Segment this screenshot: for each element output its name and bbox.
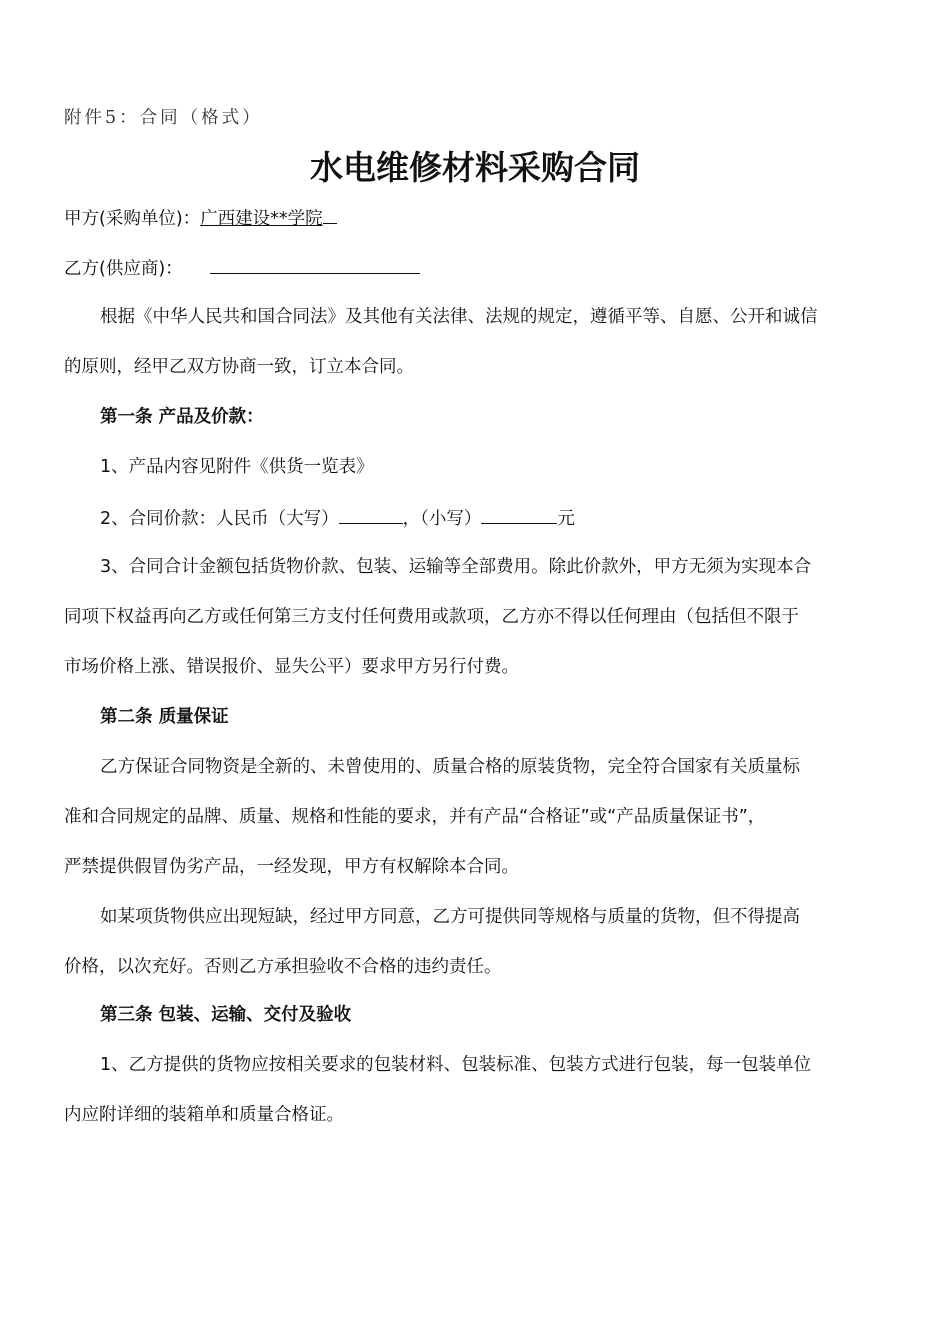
article1-heading: 第一条 产品及价款： — [100, 407, 264, 427]
article1-item3-line-1: 3、合同合计金额包括货物价款、包装、运输等全部费用。除此价款外，甲方无须为实现本合 — [100, 557, 812, 577]
party-a-underline — [323, 205, 337, 224]
party-b-blank — [210, 255, 420, 274]
contract-title: 水电维修材料采购合同 — [310, 148, 640, 187]
article3-heading: 第三条 包装、运输、交付及验收 — [100, 1005, 352, 1025]
article3-item1-line-1: 1、乙方提供的货物应按相关要求的包装材料、包装标准、包装方式进行包装，每一包装单位 — [100, 1055, 812, 1075]
article2-para2-line-2: 价格，以次充好。否则乙方承担验收不合格的违约责任。 — [64, 957, 502, 977]
annex-label: 附件5：合同（格式） — [64, 108, 263, 128]
item2-suffix: 元 — [557, 509, 575, 529]
party-b-label: 乙方(供应商)： — [64, 259, 183, 279]
preamble-line-1: 根据《中华人民共和国合同法》及其他有关法律、法规的规定，遵循平等、自愿、公开和诚信 — [100, 307, 818, 327]
article1-item2 — [100, 505, 575, 531]
article1-item3-line-3: 市场价格上涨、错误报价、显失公平）要求甲方另行付费。 — [64, 657, 519, 677]
party-b-line — [64, 255, 420, 281]
article2-para1-line-2: 准和合同规定的品牌、质量、规格和性能的要求，并有产品“合格证”或“产品质量保证书”， — [64, 807, 766, 827]
item2-prefix: 2、合同价款：人民币（大写） — [100, 509, 339, 529]
article2-heading: 第二条 质量保证 — [100, 707, 229, 727]
item2-mid: ，（小写） — [402, 509, 482, 529]
article1-item3-line-2: 同项下权益再向乙方或任何第三方支付任何费用或款项，乙方亦不得以任何理由（包括但不限于 — [64, 607, 799, 627]
article2-para1-line-1: 乙方保证合同物资是全新的、未曾使用的、质量合格的原装货物，完全符合国家有关质量标 — [100, 757, 800, 777]
article1-item1: 1、产品内容见附件《供货一览表》 — [100, 457, 374, 477]
party-a-value: 广西建设**学院 — [200, 209, 323, 229]
article3-item1-line-2: 内应附详细的装箱单和质量合格证。 — [64, 1105, 344, 1125]
preamble-line-2: 的原则，经甲乙双方协商一致，订立本合同。 — [64, 357, 414, 377]
article2-para2-line-1: 如某项货物供应出现短缺，经过甲方同意，乙方可提供同等规格与质量的货物，但不得提高 — [100, 907, 800, 927]
party-a-line — [64, 205, 337, 231]
party-a-label: 甲方(采购单位)： — [64, 209, 201, 229]
amount-words-blank — [339, 505, 403, 524]
article2-para1-line-3: 严禁提供假冒伪劣产品，一经发现，甲方有权解除本合同。 — [64, 857, 519, 877]
amount-figures-blank — [481, 505, 557, 524]
